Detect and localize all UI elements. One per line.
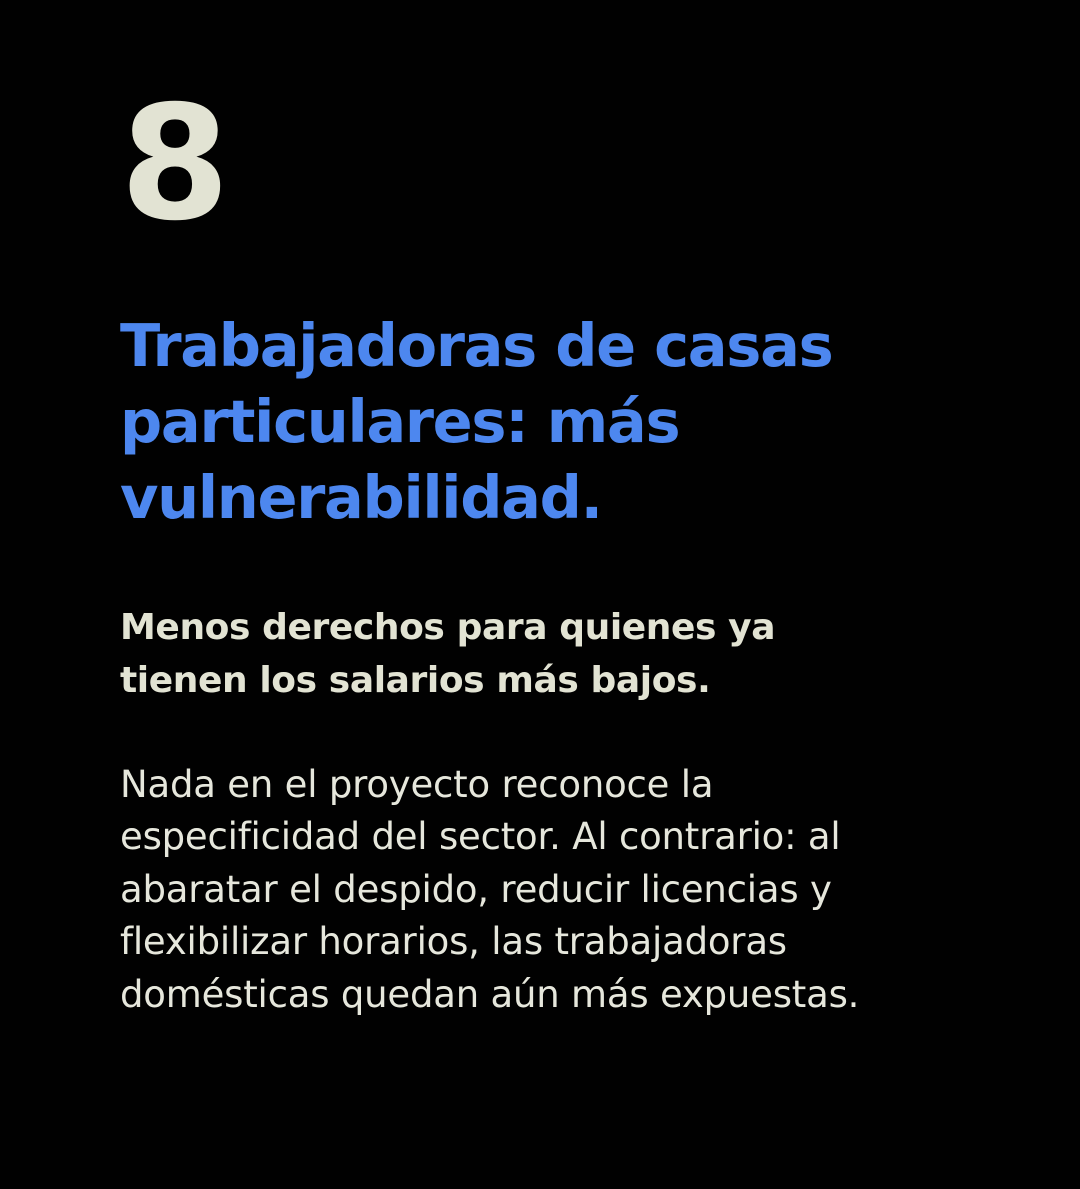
- page-title: Trabajadoras de casas particulares: más vulnerabilidad.: [120, 311, 833, 533]
- body-text: Nada en el proyecto reconoce la especificidad del sector. Al contrario: al abaratar el despido, reducir licencias y flexibilizar horarios, las trabajadoras domésticas quedan aún más expuestas.: [120, 762, 860, 1016]
- subtitle: Menos derechos para quienes ya tienen los salarios más bajos.: [120, 607, 776, 701]
- slide-number: 8: [120, 72, 228, 256]
